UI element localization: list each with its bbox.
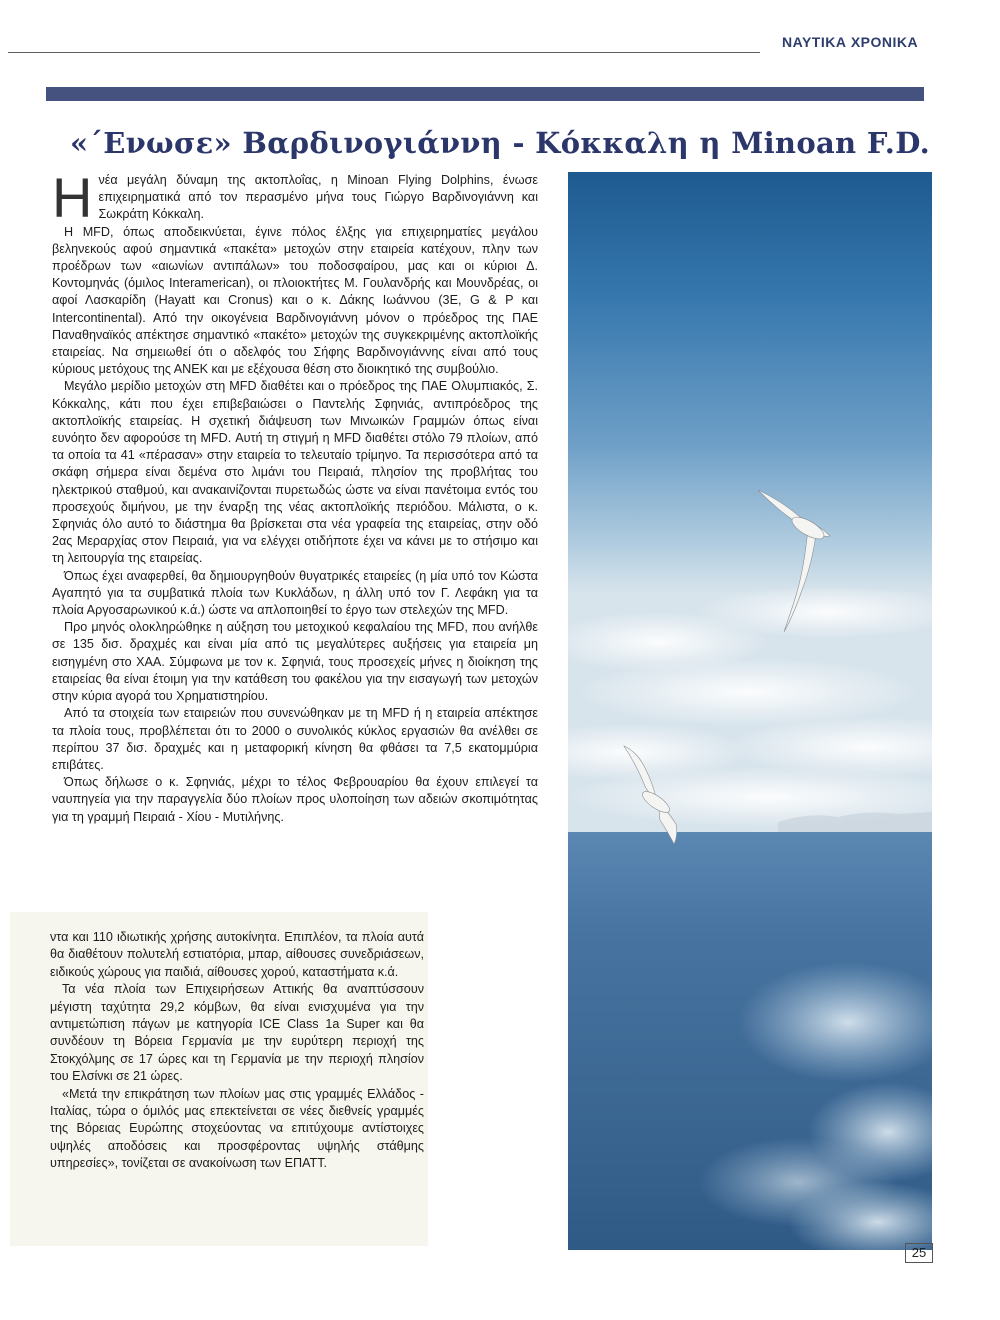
article-paragraph: Προ μηνός ολοκληρώθηκε η αύξηση του μετοχικού κεφαλαίου της MFD, που ανήλθε σε 135 δισ. δραχμές και είναι μία από τις μεγαλύτερες αυξήσεις για εταιρεία μη εισηγμένη στο ΧΑΑ. Σύμφωνα με τον κ. Σφηνιά, τους προσεχείς μήνες η διοίκηση της εταιρείας θα είναι έτοιμη για την κατάθεση του φακέλου για την εισαγωγή των μετοχών στην κύρια αγορά του Χρηματιστηρίου. xyxy=(52,620,538,704)
box-paragraph: ντα και 110 ιδιωτικής χρήσης αυτοκίνητα. Επιπλέον, τα πλοία αυτά θα διαθέτουν πολυτελή εστιατόρια, μπαρ, αίθουσες συνεδριάσεων, ειδικούς χώρους για παιδιά, αίθουσες χορού, καταστήματα κ.ά. xyxy=(50,930,424,979)
drop-cap: Η xyxy=(52,166,93,229)
article-paragraph: Όπως έχει αναφερθεί, θα δημιουργηθούν θυγατρικές εταιρείες (η μία υπό τον Κώστα Αγαπητό για τα συμβατικά πλοία των Κυκλάδων, η άλλη υπό τον Γ. Λεφάκη για τα πλοία Αργοσαρωνικού κ.ά.) ώστε να απλοποιηθεί το έργο των στελεχών της MFD. xyxy=(52,568,538,618)
page-number: 25 xyxy=(905,1243,933,1263)
box-paragraph: «Μετά την επικράτηση των πλοίων μας στις γραμμές Ελλάδος - Ιταλίας, τώρα ο όμιλός μας επεκτείνεται σε νέες διεθνείς γραμμές της Βόρειας Ευρώπης στοχεύοντας να επιτύχουμε αντίστοιχες υψηλές αποδόσεις και προσφέροντας υψηλής στάθμης υπηρεσίες», τονίζεται σε ανακοίνωση των ΕΠΑΤΤ. xyxy=(50,1086,424,1171)
magazine-name: ΝΑΥΤΙΚΑ ΧΡΟΝΙΚΑ xyxy=(782,34,919,50)
article-paragraph: Ηνέα μεγάλη δύναμη της ακτοπλοΐας, η Minoan Flying Dolphins, ένωσε επιχειρηματικά από τον περασμένο μήνα τους Γιώργο Βαρδινογιάννη και Σωκράτη Κόκκαλη. xyxy=(52,166,538,229)
article-paragraph: Η MFD, όπως αποδεικνύεται, έγινε πόλος έλξης για επιχειρηματίες μεγάλου βεληνεκούς αφού σημαντικά «πακέτα» μετοχών στην εταιρεία κατέχουν, πλην των προέδρων των «αιωνίων αντιπάλων» του ποδοσφαίρου, μας και οι κύριοι Δ. Κοντομηνάς (όμιλος Interamerican), οι πλοιοκτήτες Μ. Γουλανδρής και Μουνδρέας, οι αφοί Λασκαρίδη (Hayatt και Cronus) και ο κ. Δάκης Ιωάννου (3Ε, G & P και Intercontinental). Από την οικογένεια Βαρδινογιάννη μόνον ο πρόεδρος της ΠΑΕ Παναθηναϊκός απέκτησε σημαντικό «πακέτο» μετοχών της συγκεκριμένης ακτοπλοϊκής εταιρείας. Να σημειωθεί ότι ο αδελφός του Σήφης Βαρδινογιάννης είναι από τους κύριους μετόχους της ΑΝΕΚ και με εξέχουσα θέση στο διοικητικό της συμβούλιο. xyxy=(52,224,538,377)
article-body xyxy=(52,166,538,826)
box-paragraph: Τα νέα πλοία των Επιχειρήσεων Αττικής θα αναπτύσσουν μέγιστη ταχύτητα 29,2 κόμβων, θα είναι ενισχυμένα για την αντιμετώπιση πάγων με κατηγορία ICE Class 1a Super και θα συνδέουν τη Βόρεια Γερμανία με την ευρύτερη περιοχή της Στοκχόλμης σε 17 ώρες και τη Γερμανία με την περιοχή πλησίον του Ελσίνκι σε 21 ώρες. xyxy=(50,982,424,1084)
article-paragraph: Μεγάλο μερίδιο μετοχών στη MFD διαθέτει και ο πρόεδρος της ΠΑΕ Ολυμπιακός, Σ. Κόκκαλης, κάτι που έχει επιβεβαιώσει ο Παντελής Σφηνιάς, αντιπρόεδρος της ακτοπλοϊκής εταιρείας. Η σχετική διάψευση των Μινωικών Γραμμών όπως είναι ευνόητο δεν αφορούσε τη MFD. Αυτή τη στιγμή η MFD διαθέτει στόλο 79 πλοίων, από τα οποία τα 41 «πέρασαν» στην εταιρεία το τελευταίο τρίμηνο. Τα περισσότερα από τα σκάφη σήμερα είναι δεμένα στο λιμάνι του Πειραιά, πλησίον της προβλήτας του ηλεκτρικού σταθμού, και ανακαινίζονται πυρετωδώς ώστε να είναι πανέτοιμα εντός του προσεχούς διμήνου, με την έναρξη της νέας ακτοπλοϊκής περιόδου. Μάλιστα, ο κ. Σφηνιάς όλο αυτό το διάστημα θα βρίσκεται στα νέα γραφεία της εταιρείας, στην οδό 2ας Μεραρχίας στον Πειραιά, για να ελέγχει οτιδήποτε έχει να κάνει με το στήσιμο και τη λειτουργία της εταιρείας. xyxy=(52,379,538,566)
boxed-text xyxy=(50,929,424,1173)
header-rule xyxy=(8,52,760,53)
header-band xyxy=(46,87,924,101)
seagulls-photo xyxy=(568,172,932,1250)
article-paragraph: Από τα στοιχεία των εταιρειών που συνενώθηκαν με τη MFD ή η εταιρεία απέκτησε τα πλοία τους, προβλέπεται ότι το 2000 ο συνολικός κύκλος εργασιών θα ανέλθει σε περίπου 37 δισ. δραχμές και η μεταφορική κίνηση θα φθάσει τα 7,5 εκατομμύρια επιβάτες. xyxy=(52,706,538,772)
article-paragraph: Όπως δήλωσε ο κ. Σφηνιάς, μέχρι το τέλος Φεβρουαρίου θα έχουν επιλεγεί τα ναυπηγεία για την παραγγελία δύο πλοίων προς υλοποίηση των αδειών σκοπιμότητας για τη γραμμή Πειραιά - Χίου - Μυτιλήνης. xyxy=(52,775,538,824)
article-title: «΄Ενωσε» Βαρδινογιάννη - Κόκκαλη η Minoan F.D. xyxy=(69,126,931,160)
